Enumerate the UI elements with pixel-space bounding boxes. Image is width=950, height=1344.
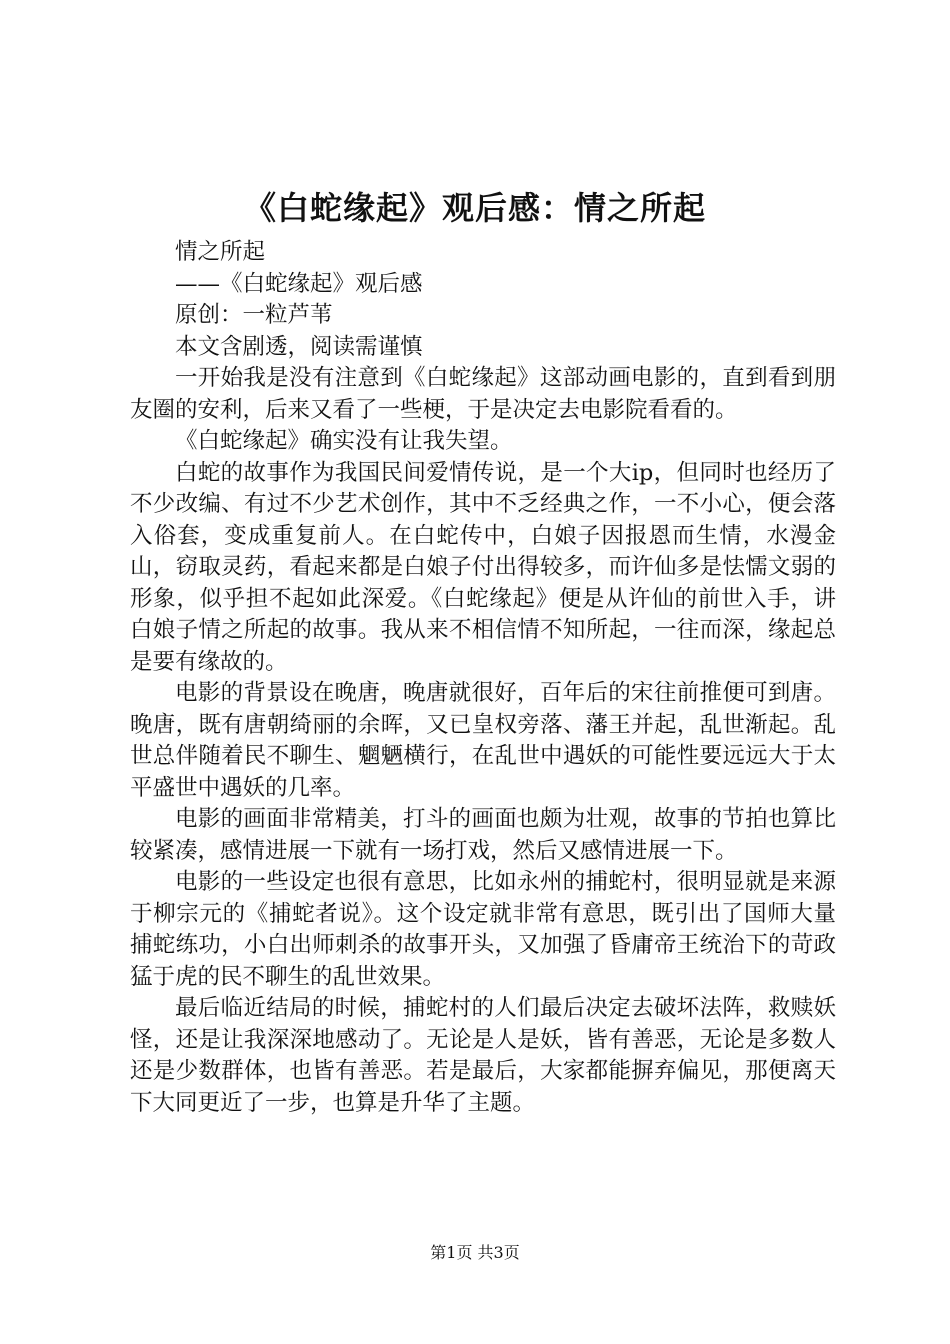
paragraph: ——《白蛇缘起》观后感 <box>175 270 423 297</box>
paragraph: 最后临近结局的时候，捕蛇村的人们最后决定去破坏法阵，救赎妖怪，还是让我深深地感动了。无论是人是妖，皆有善恶，无论是多数人还是少数群体，也皆有善恶。若是最后，大家都能摒弃偏见，那便离天下大同更近了一步，也算是升华了主题。 <box>130 995 836 1116</box>
document-body <box>130 237 836 1119</box>
paragraph: 电影的画面非常精美，打斗的画面也颇为壮观，故事的节拍也算比较紧凑，感情进展一下就有一场打戏，然后又感情进展一下。 <box>130 806 836 864</box>
paragraph: 一开始我是没有注意到《白蛇缘起》这部动画电影的，直到看到朋友圈的安利，后来又看了一些梗，于是决定去电影院看看的。 <box>130 365 836 423</box>
paragraph: 电影的一些设定也很有意思，比如永州的捕蛇村，很明显就是来源于柳宗元的《捕蛇者说》。这个设定就非常有意思，既引出了国师大量捕蛇练功，小白出师刺杀的故事开头，又加强了昏庸帝王统治下的苛政猛于虎的民不聊生的乱世效果。 <box>130 869 836 990</box>
page-footer: 第1页 共3页 <box>430 1243 520 1262</box>
paragraph: 电影的背景设在晚唐，晚唐就很好，百年后的宋往前推便可到唐。晚唐，既有唐朝绮丽的余晖，又已皇权旁落、藩王并起，乱世渐起。乱世总伴随着民不聊生、魍魉横行，在乱世中遇妖的可能性要远远大于太平盛世中遇妖的几率。 <box>130 680 836 801</box>
paragraph: 白蛇的故事作为我国民间爱情传说，是一个大ip，但同时也经历了不少改编、有过不少艺术创作，其中不乏经典之作，一不小心，便会落入俗套，变成重复前人。在白蛇传中，白娘子因报恩而生情，水漫金山，窃取灵药，看起来都是白娘子付出得较多，而许仙多是怯懦文弱的形象，似乎担不起如此深爱。《白蛇缘起》便是从许仙的前世入手，讲白娘子情之所起的故事。我从来不相信情不知所起，一往而深，缘起总是要有缘故的。 <box>130 459 836 675</box>
document-title: 《白蛇缘起》观后感：情之所起 <box>243 189 706 227</box>
paragraph: 《白蛇缘起》确实没有让我失望。 <box>175 428 513 454</box>
paragraph: 本文含剧透，阅读需谨慎 <box>175 333 423 360</box>
paragraph: 情之所起 <box>175 239 266 265</box>
paragraph: 原创：一粒芦苇 <box>175 302 333 328</box>
